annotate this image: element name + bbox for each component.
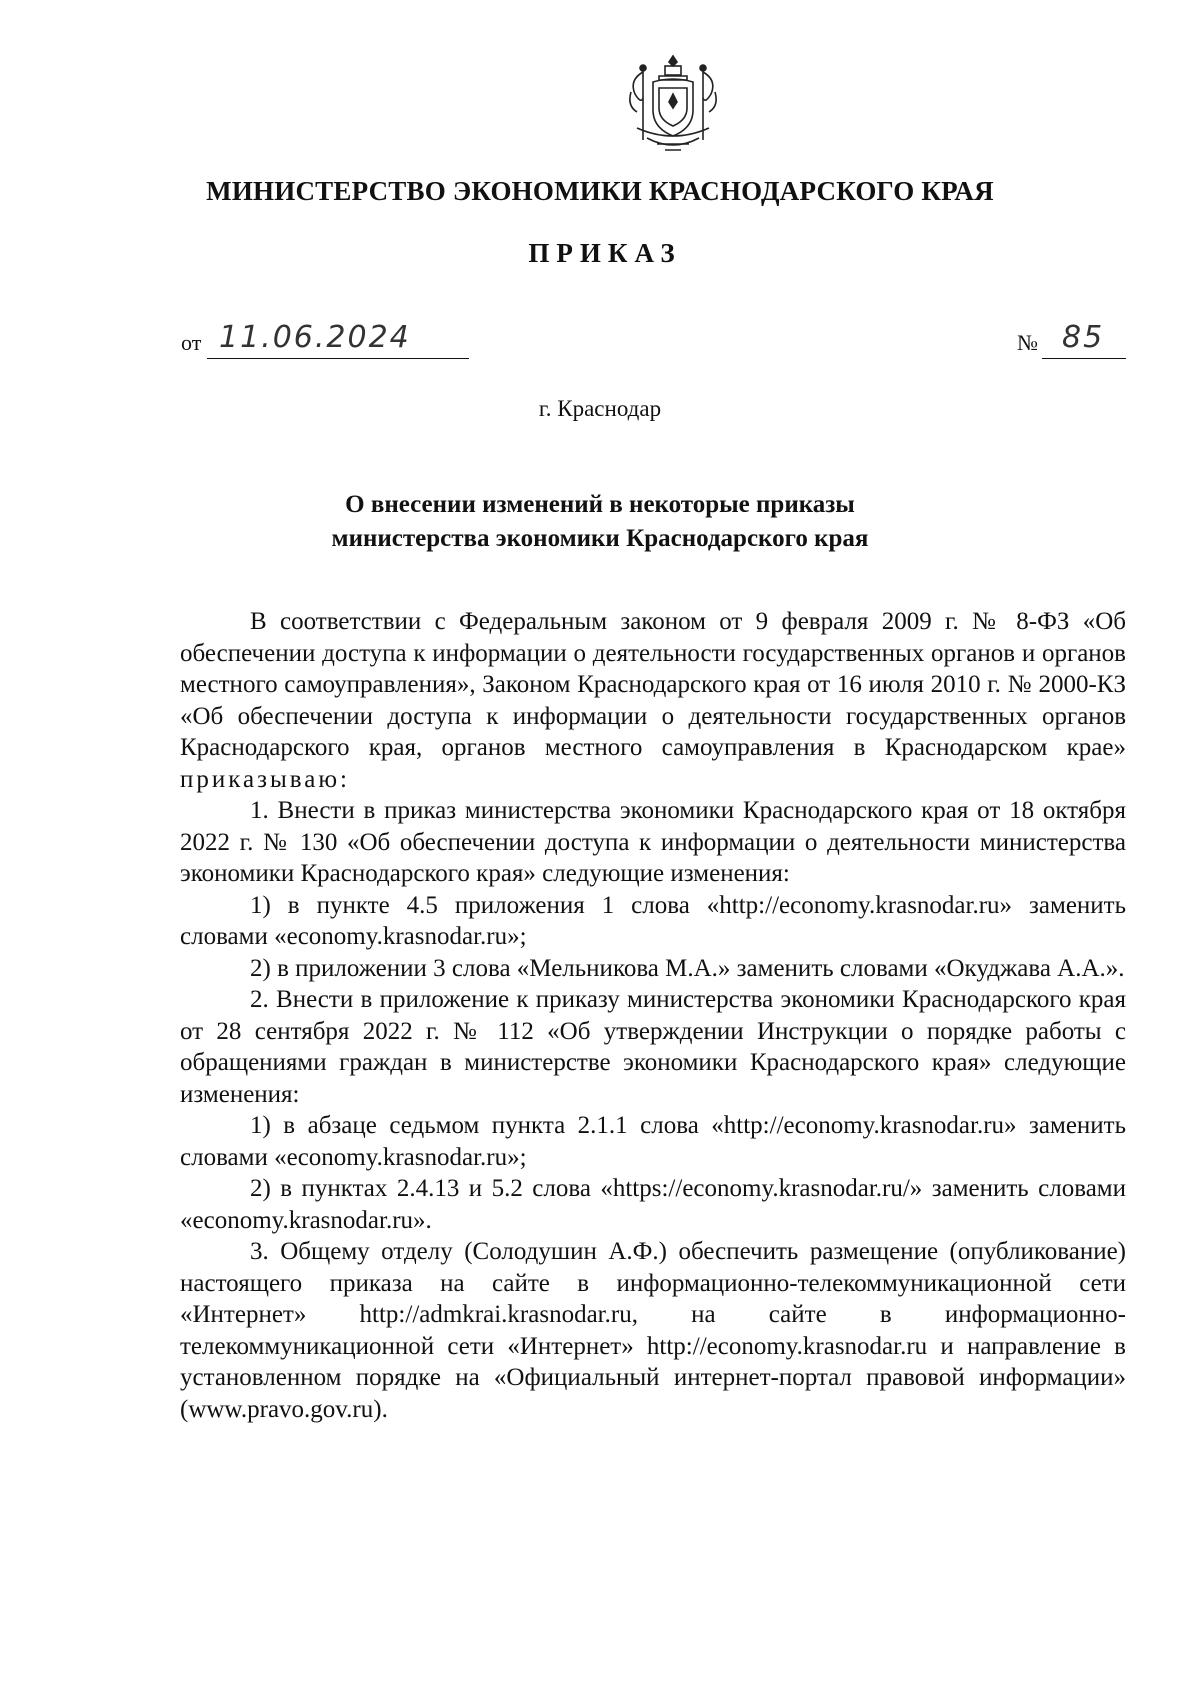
subject-line-1: О внесении изменений в некоторые приказы [345, 491, 855, 518]
document-subject [0, 488, 1200, 556]
number-field [1042, 320, 1126, 359]
paragraph-3: 3. Общему отделу (Солодушин А.Ф.) обеспечить размещение (опубликование) настоящего приказа на сайте в информационно-телекоммуникационной сети «Интернет» http://admkrai.krasnodar.ru, на сайте в информационно-телекоммуникационной сети «Интернет» http://economy.krasnodar.ru и направление в установленном порядке на «Официальный интернет-портал правовой информации» (www.pravo.gov.ru). [180, 1238, 1126, 1423]
document-body [180, 606, 1126, 1425]
paragraph-1: 1. Внести в приказ министерства экономики Краснодарского края от 18 октября 2022 г. № 130 «Об обеспечении доступа к информации о деятельности министерства экономики Краснодарского края» следующие изменения: [180, 797, 1126, 887]
number-prefix: № [1017, 330, 1038, 355]
order-word: приказываю: [180, 765, 350, 793]
subject-line-2: министерства экономики Краснодарского края [331, 525, 869, 552]
city: г. Краснодар [538, 396, 662, 421]
coat-of-arms-icon [621, 52, 725, 156]
date-prefix: от [181, 330, 202, 355]
intro-text: В соответствии с Федеральным законом от 9 февраля 2009 г. № 8-ФЗ «Об обеспечении доступа к информации о деятельности государственных органов и органов местного самоуправления», Законом Краснодарского края от 16 июля 2010 г. № 2000-КЗ «Об обеспечении доступа к информации о деятельности государственных органов Краснодарского края, органов местного самоуправления в Краснодарском крае» [180, 608, 1126, 761]
paragraph-2-item-2: 2) в пунктах 2.4.13 и 5.2 слова «https://economy.krasnodar.ru/» заменить словами «economy.krasnodar.ru». [180, 1175, 1126, 1234]
paragraph-1-item-1: 1) в пункте 4.5 приложения 1 слова «http://economy.krasnodar.ru» заменить словами «economy.krasnodar.ru»; [180, 891, 1126, 950]
handwritten-date: 11.06.2024 [219, 320, 411, 355]
paragraph-2-item-1: 1) в абзаце седьмом пункта 2.1.1 слова «http://economy.krasnodar.ru» заменить словами «economy.krasnodar.ru»; [180, 1112, 1126, 1171]
paragraph-2: 2. Внести в приложение к приказу министерства экономики Краснодарского края от 28 сентября 2022 г. № 112 «Об утверждении Инструкции о порядке работы с обращениями граждан в министерстве экономики Краснодарского края» следующие изменения: [180, 986, 1126, 1108]
date-field [207, 320, 469, 359]
paragraph-1-item-2: 2) в приложении 3 слова «Мельникова М.А.» заменить словами «Окуджава А.А.». [250, 954, 1125, 982]
intro-paragraph [180, 606, 1126, 795]
handwritten-number: 85 [1062, 320, 1105, 355]
ministry-name: МИНИСТЕРСТВО ЭКОНОМИКИ КРАСНОДАРСКОГО КРАЯ [206, 176, 994, 206]
document-type: ПРИКАЗ [528, 238, 682, 268]
